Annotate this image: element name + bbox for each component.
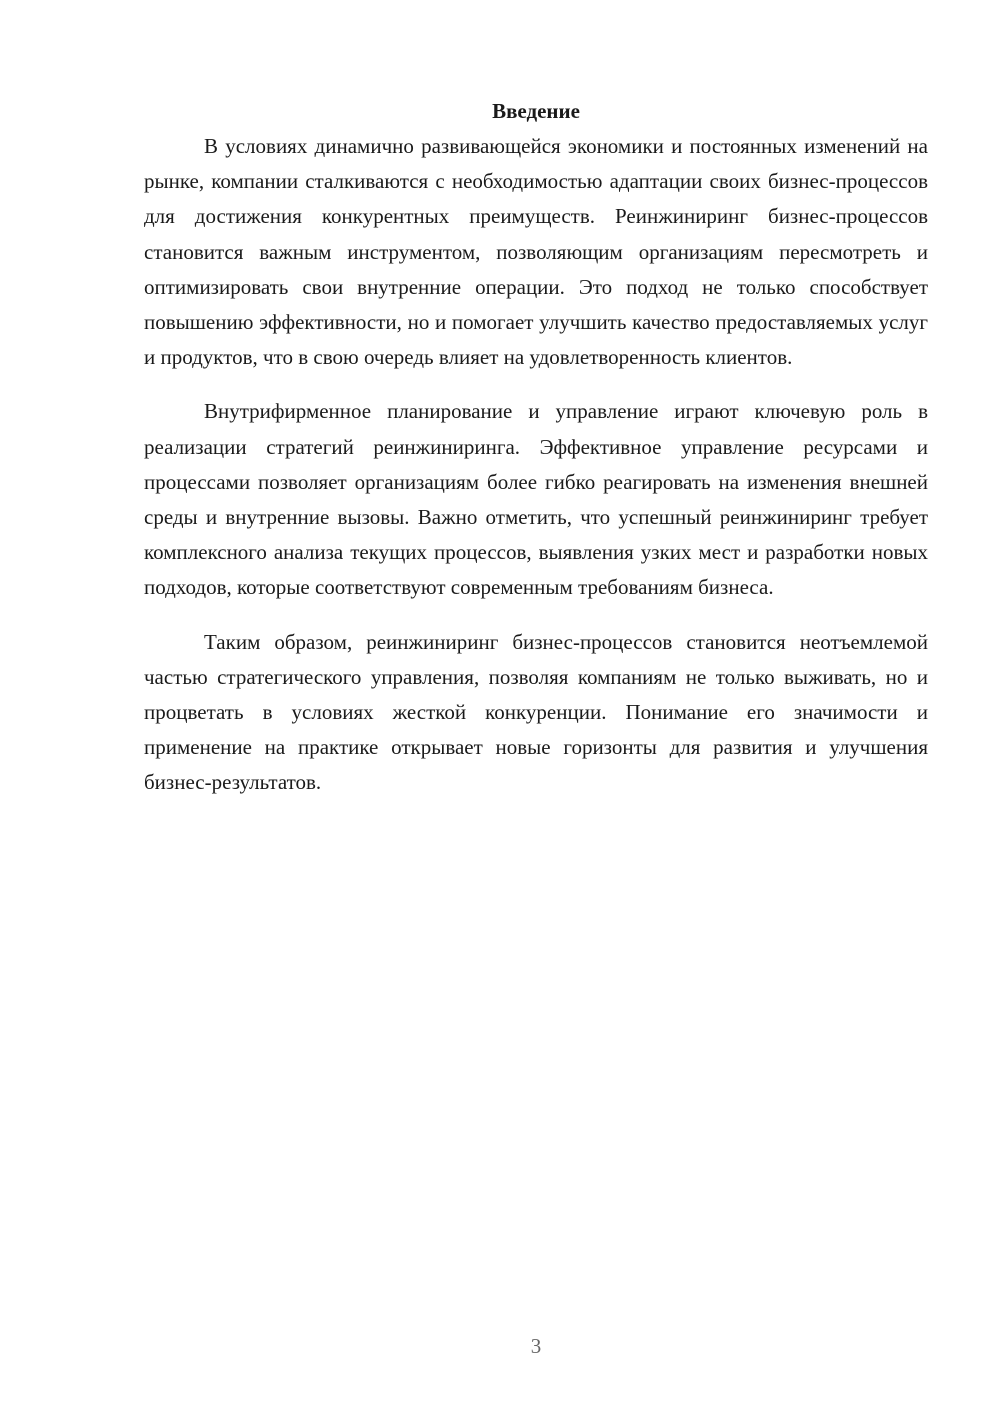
page-number: 3 xyxy=(530,1334,542,1358)
paragraph-3: Таким образом, реинжиниринг бизнес-процессов становится неотъемлемой частью стратегического управления, позволяя компаниям не только выживать, но и процветать в условиях жесткой конкуренции. Понимание его значимости и применение на практике открывает новые горизонты для развития и улучшения бизнес-результатов. xyxy=(144,629,928,795)
paragraph-1: В условиях динамично развивающейся экономики и постоянных изменений на рынке, компании сталкиваются с необходимостью адаптации своих бизнес-процессов для достижения конкурентных преимуществ. Реинжиниринг бизнес-процессов становится важным инструментом, позволяющим организациям пересмотреть и оптимизировать свои внутренние операции. Это подход не только способствует повышению эффективности, но и помогает улучшить качество предоставляемых услуг и продуктов, что в свою очередь влияет на удовлетворенность клиентов. xyxy=(144,134,928,370)
document-body xyxy=(144,94,928,801)
section-title: Введение xyxy=(492,99,580,123)
paragraph-2: Внутрифирменное планирование и управление играют ключевую роль в реализации стратегий реинжиниринга. Эффективное управление ресурсами и процессами позволяет организациям более гибко реагировать на изменения внешней среды и внутренние вызовы. Важно отметить, что успешный реинжиниринг требует комплексного анализа текущих процессов, выявления узких мест и разработки новых подходов, которые соответствуют современным требованиям бизнеса. xyxy=(144,399,928,600)
